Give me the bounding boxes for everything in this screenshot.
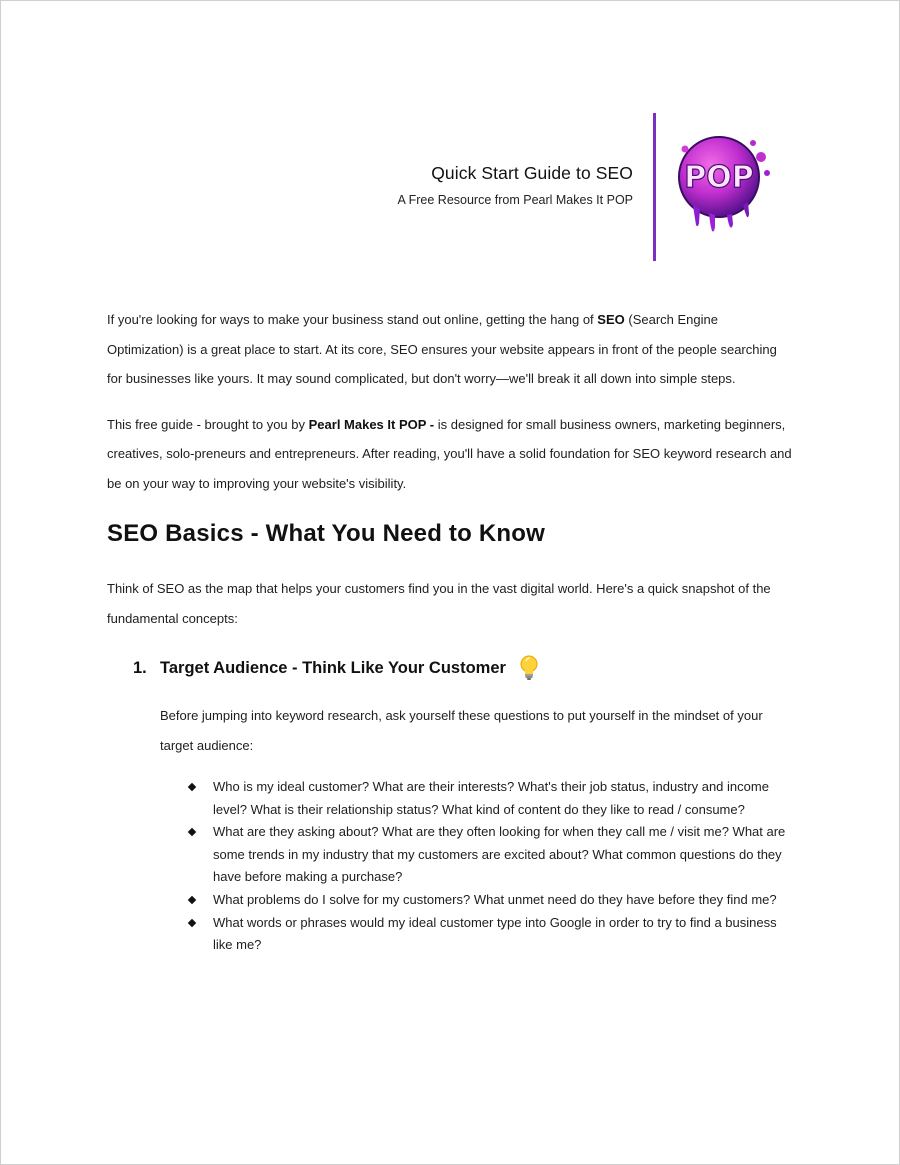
document-title: Quick Start Guide to SEO: [431, 163, 633, 183]
section-intro: Think of SEO as the map that helps your customers find you in the vast digital world. Here's a quick snapshot of the fundamental concepts:: [107, 581, 771, 626]
diamond-bullet-icon: [188, 896, 196, 904]
list-item: Who is my ideal customer? What are their interests? What's their job status, industry and income level? What is their relationship status? What kind of content do they like to read / consume?: [186, 776, 793, 821]
diamond-bullet-icon: [188, 918, 196, 926]
subsection-heading: [133, 655, 793, 681]
document-body: [107, 305, 793, 957]
header-divider: [653, 113, 656, 261]
intro-paragraph-1: If you're looking for ways to make your business stand out online, getting the hang of SEO (Search Engine Optimization) is a great place to start. At its core, SEO ensures your website appears in front of the people searching for businesses like yours. It may sound complicated, but don't worry—we'll break it all down into simple steps.: [107, 312, 777, 386]
question-list: [160, 776, 793, 957]
list-item: What problems do I solve for my customers? What unmet need do they have before they find me?: [186, 889, 793, 912]
subsection-body: [160, 701, 793, 957]
subsection-target-audience: [133, 655, 793, 957]
document-subtitle: A Free Resource from Pearl Makes It POP: [397, 193, 633, 207]
list-item: What words or phrases would my ideal customer type into Google in order to try to find a business like me?: [186, 912, 793, 957]
header-text: [398, 163, 634, 207]
seo-bold: SEO: [597, 312, 625, 327]
document-header: [1, 113, 899, 261]
subsection-number: 1.: [133, 658, 147, 677]
intro-paragraph-2: This free guide - brought to you by Pearl Makes It POP - is designed for small business owners, marketing beginners, creatives, solo-preneurs and entrepreneurs. After reading, you'll have a solid foundation for SEO keyword research and be on your way to improving your website's visibility.: [107, 416, 792, 491]
subsection-title: Target Audience - Think Like Your Customer: [160, 658, 506, 677]
logo-text: POP: [684, 160, 754, 195]
diamond-bullet-icon: [188, 783, 196, 791]
subsection-intro: Before jumping into keyword research, ask yourself these questions to put yourself in the mindset of your target audience:: [160, 708, 763, 753]
brand-bold: Pearl Makes It POP -: [308, 416, 435, 432]
diamond-bullet-icon: [188, 828, 196, 836]
section-heading: SEO Basics - What You Need to Know: [107, 520, 545, 547]
list-item: What are they asking about? What are they often looking for when they call me / visit me? What are some trends in my industry that my customers are excited about? What common questions do they have before making a purchase?: [186, 821, 793, 889]
lightbulb-icon: [518, 655, 540, 681]
pop-logo: [669, 127, 781, 239]
